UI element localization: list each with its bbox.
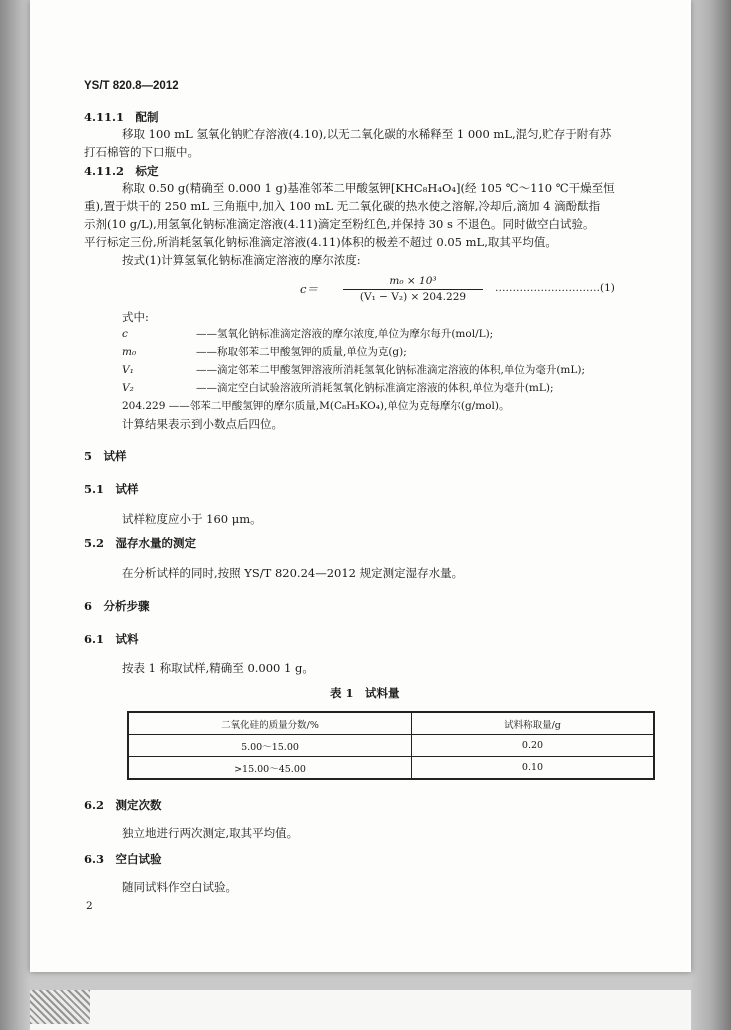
standard-code: YS/T 820.8—2012 bbox=[84, 80, 179, 92]
formula-numerator: m₀ × 10³ bbox=[389, 275, 437, 287]
paragraph: 平行标定三份,所消耗氢氧化钠标准滴定溶液(4.11)体积的极差不超过 0.05 mL,取其平均值。 bbox=[84, 235, 557, 249]
heading-4-11-1: 4.11.1 配制 bbox=[84, 110, 159, 124]
paragraph: 独立地进行两次测定,取其平均值。 bbox=[122, 826, 299, 840]
table-row bbox=[128, 735, 654, 757]
symbol-v2: V₂ bbox=[122, 382, 134, 394]
formula-fraction bbox=[343, 275, 483, 304]
paragraph: 按式(1)计算氢氧化钠标准滴定溶液的摩尔浓度: bbox=[122, 253, 361, 267]
paragraph: 试样粒度应小于 160 μm。 bbox=[122, 512, 262, 526]
sample-mass-table bbox=[127, 711, 655, 780]
paragraph: 示剂(10 g/L),用氢氧化钠标准滴定溶液(4.11)滴定至粉红色,并保持 30 s 不退色。同时做空白试验。 bbox=[84, 217, 595, 231]
paragraph: 称取 0.50 g(精确至 0.000 1 g)基准邻苯二甲酸氢钾[KHC₈H₄O₄](经 105 ℃～110 ℃干燥至恒 bbox=[122, 181, 615, 195]
table-caption: 表 1 试料量 bbox=[330, 686, 400, 700]
heading-6-2: 6.2 测定次数 bbox=[84, 798, 162, 812]
table-cell: 0.20 bbox=[412, 735, 655, 757]
table-row bbox=[128, 757, 654, 780]
table-cell: 5.00～15.00 bbox=[128, 735, 412, 757]
symbol-m0: m₀ bbox=[122, 346, 137, 358]
symbol-v2-desc: ——滴定空白试验溶液所消耗氢氧化钠标准滴定溶液的体积,单位为毫升(mL); bbox=[196, 382, 554, 394]
scan-smudge bbox=[30, 990, 90, 1024]
paragraph: 随同试料作空白试验。 bbox=[122, 880, 237, 894]
heading-5-2: 5.2 湿存水量的测定 bbox=[84, 536, 197, 550]
paragraph: 按表 1 称取试样,精确至 0.000 1 g。 bbox=[122, 661, 314, 675]
heading-5-1: 5.1 试样 bbox=[84, 482, 139, 496]
symbol-v1-desc: ——滴定邻苯二甲酸氢钾溶液所消耗氢氧化钠标准滴定溶液的体积,单位为毫升(mL); bbox=[196, 364, 585, 376]
result-note: 计算结果表示到小数点后四位。 bbox=[122, 417, 283, 431]
symbol-c: c bbox=[122, 328, 128, 340]
molar-mass-line: 204.229 ——邻苯二甲酸氢钾的摩尔质量,M(C₈H₅KO₄),单位为克每摩尔(g/mol)。 bbox=[122, 400, 510, 412]
fraction-bar bbox=[343, 289, 483, 290]
heading-6-3: 6.3 空白试验 bbox=[84, 852, 162, 866]
page-number: 2 bbox=[86, 900, 93, 912]
paragraph: 打石棉管的下口瓶中。 bbox=[84, 145, 199, 159]
heading-6: 6 分析步骤 bbox=[84, 599, 150, 613]
heading-6-1: 6.1 试料 bbox=[84, 632, 139, 646]
paragraph: 在分析试样的同时,按照 YS/T 820.24—2012 规定测定湿存水量。 bbox=[122, 566, 464, 580]
table-cell: 0.10 bbox=[412, 757, 655, 780]
symbol-v1: V₁ bbox=[122, 364, 134, 376]
table-cell: >15.00～45.00 bbox=[128, 757, 412, 780]
symbol-c-desc: ——氢氧化钠标准滴定溶液的摩尔浓度,单位为摩尔每升(mol/L); bbox=[196, 328, 494, 340]
where-label: 式中: bbox=[122, 310, 149, 324]
formula-denominator: (V₁ − V₂) × 204.229 bbox=[359, 291, 467, 303]
table-header-cell: 试料称取量/g bbox=[412, 712, 655, 735]
formula-lhs: c＝ bbox=[300, 282, 318, 296]
table-header-row bbox=[128, 712, 654, 735]
heading-5: 5 试样 bbox=[84, 449, 127, 463]
table-header-cell: 二氧化硅的质量分数/% bbox=[128, 712, 412, 735]
document-page bbox=[30, 0, 691, 972]
heading-4-11-2: 4.11.2 标定 bbox=[84, 164, 159, 178]
next-page-edge bbox=[30, 990, 691, 1030]
paragraph: 移取 100 mL 氢氧化钠贮存溶液(4.10),以无二氧化碳的水稀释至 1 000 mL,混匀,贮存于附有苏 bbox=[122, 127, 612, 141]
formula-number: …………………………(1) bbox=[495, 282, 615, 294]
symbol-m0-desc: ——称取邻苯二甲酸氢钾的质量,单位为克(g); bbox=[196, 346, 407, 358]
paragraph: 重),置于烘干的 250 mL 三角瓶中,加入 100 mL 无二氧化碳的热水使之溶解,冷却后,滴加 4 滴酚酞指 bbox=[84, 199, 601, 213]
